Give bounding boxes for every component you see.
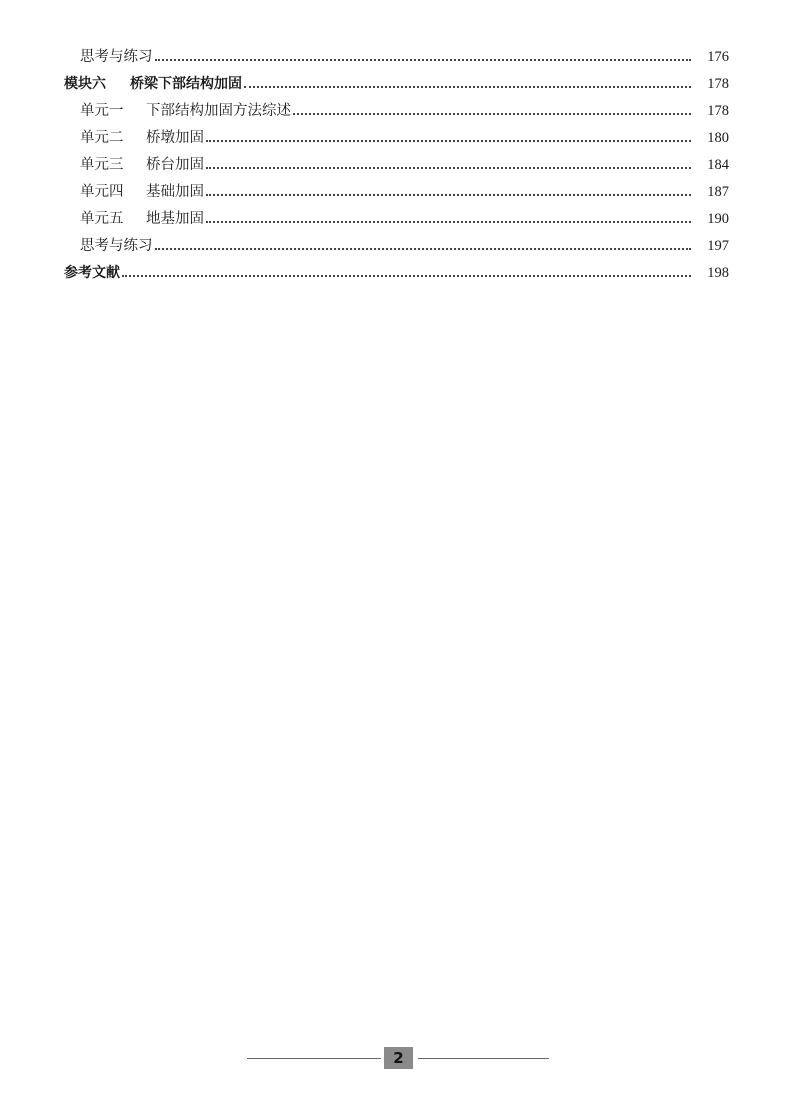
toc-entry-title: 桥墩加固 (146, 130, 204, 146)
toc-entry-page: 184 (707, 157, 729, 173)
toc-entry-page: 190 (707, 211, 729, 227)
dot-leader (206, 206, 691, 233)
toc-entry-title: 桥台加固 (146, 157, 204, 173)
toc-entry-page: 187 (707, 184, 729, 200)
toc-entry-number: 模块六 (64, 76, 106, 92)
toc-entry-exercises-197[interactable] (0, 233, 790, 260)
toc-entry-page: 197 (707, 238, 729, 254)
toc-entry-page: 198 (707, 265, 729, 281)
toc-entry-title: 思考与练习 (80, 49, 153, 65)
toc-entry-label (80, 98, 291, 125)
toc-entry-unit-five[interactable] (0, 206, 790, 233)
toc-entry-page: 180 (707, 130, 729, 146)
dot-leader (155, 44, 692, 71)
toc-entry-label (64, 71, 242, 98)
toc-entry-label (80, 233, 153, 260)
toc-entry-page: 176 (707, 49, 729, 65)
toc-entry-title: 地基加固 (146, 211, 204, 227)
toc-entry-label (80, 152, 204, 179)
toc-entry-number: 单元五 (80, 211, 124, 227)
toc-entry-label (80, 125, 204, 152)
toc-entry-label (80, 206, 204, 233)
toc-entry-title: 桥梁下部结构加固 (130, 76, 242, 92)
toc-entry-module-six[interactable] (0, 71, 790, 98)
table-of-contents (0, 44, 790, 287)
dot-leader (206, 125, 691, 152)
toc-entry-exercises-176[interactable] (0, 44, 790, 71)
toc-entry-unit-three[interactable] (0, 152, 790, 179)
toc-entry-number: 单元三 (80, 157, 124, 173)
toc-entry-title: 思考与练习 (80, 238, 153, 254)
toc-entry-unit-four[interactable] (0, 179, 790, 206)
toc-entry-page: 178 (707, 103, 729, 119)
dot-leader (122, 260, 691, 287)
dot-leader (155, 233, 692, 260)
dot-leader (206, 152, 691, 179)
dot-leader (244, 71, 691, 98)
toc-entry-number: 单元一 (80, 103, 124, 119)
page-footer (0, 1045, 790, 1071)
toc-entry-label (80, 179, 204, 206)
footer-rule-left (247, 1058, 381, 1059)
toc-entry-label (64, 260, 120, 287)
dot-leader (293, 98, 691, 125)
toc-entry-label (80, 44, 153, 71)
toc-entry-title: 下部结构加固方法综述 (146, 103, 291, 119)
dot-leader (206, 179, 691, 206)
toc-entry-title: 参考文献 (64, 265, 120, 281)
footer-rule-right (418, 1058, 549, 1059)
toc-entry-references[interactable] (0, 260, 790, 287)
toc-entry-unit-one[interactable] (0, 98, 790, 125)
toc-entry-number: 单元二 (80, 130, 124, 146)
page-number-badge: 2 (384, 1047, 413, 1069)
toc-entry-number: 单元四 (80, 184, 124, 200)
toc-entry-title: 基础加固 (146, 184, 204, 200)
toc-entry-page: 178 (707, 76, 729, 92)
toc-entry-unit-two[interactable] (0, 125, 790, 152)
